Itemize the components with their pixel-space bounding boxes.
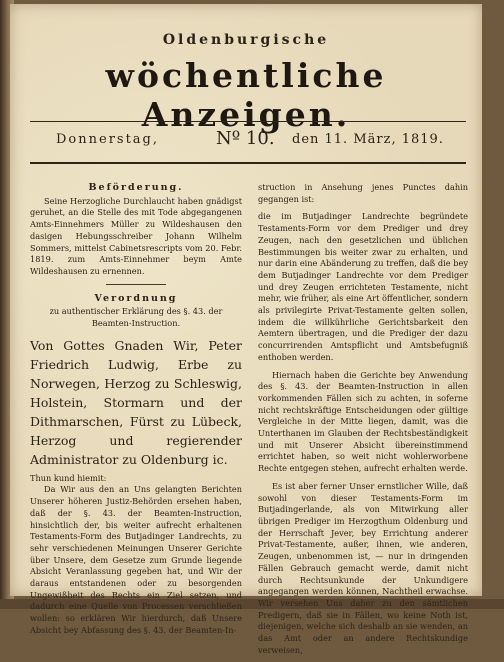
ordinance-preamble: Von Gottes Gnaden Wir, Peter Friedrich Ludwig, Erbe zu Norwegen, Herzog zu Schleswig, Holstein, Stormarn und der Dithmarschen, Fürst zu Lübeck, Herzog und regierender Administrator zu Oldenburg ic. bbox=[30, 337, 242, 467]
ordinance-subheading: zu authentischer Erklärung des §. 43. der bbox=[49, 306, 223, 317]
paper-title: Oldenburgische bbox=[162, 32, 330, 48]
right-paragraph-3: Hiernach haben die Gerichte bey Anwendung des §. 43. der Beamten-Instruction in allen vorkommenden Fällen sich zu achten, in soferne nicht rechtskräftige Entscheidungen oder gültige Vergleiche in der Mitte liegen, damit, was die Unterthanen im Glauben der Rechtsbeständigkeit und mit Unserer Absicht übereinstimmend errichtet haben, so weit nicht wohlerworbene Rechte entgegen stehen, aufrecht erhalten werde. bbox=[258, 369, 468, 474]
ordinance-announcement: Thun kund hiemit: bbox=[30, 472, 107, 483]
ordinance-paragraph: Da Wir aus den an Uns gelangten Berichten Unserer höheren Justiz-Behörden ersehen haben, daß der §. 43. der Beamten-Instruction, hinsichtlich der, bis weiter aufrecht erhaltenen Testaments-Form des Butjadinger Landrechts, zu sehr verschiedenen Meinungen Unserer Gerichte über Unsere, dem Gesetze zum Grunde liegende Absicht Veranlassung gegeben hat, und Wir der daraus entstandenen oder zu besorgenden Ungewißheit des Rechts ein Ziel setzen, und dadurch eine Quelle von Processen verschließen wollen: so erklären Wir hierdurch, daß Unsere Absicht bey Abfassung des §. 43. der Beamten-In- bbox=[30, 484, 242, 635]
header-rule-top bbox=[30, 121, 466, 122]
section-divider bbox=[106, 284, 166, 285]
section-heading-promotion: Beförderung. bbox=[88, 182, 184, 193]
header-rule-bottom bbox=[30, 162, 466, 164]
paper-name: wöchentliche Anzeigen. bbox=[105, 56, 387, 134]
ordinance-subheading-2: Beamten-Instruction. bbox=[91, 318, 181, 329]
right-paragraph-4: Es ist aber ferner Unser ernstlicher Wille, daß sowohl von dieser Testaments-Form im Butjadingerlande, als von Mitwirkung aller übrigen Prediger im Herzogthum Oldenburg und der Herrschaft Jever, bey Errichtung anderer Privat-Testamente, außer, ihnen, wie anderen, Zeugen, unbenommen ist, — nur in dringenden Fällen Gebrauch gemacht werde, damit nicht durch Rechtsunkunde der Unkundigere angegangen werden können, Nachtheil erwachse. Wir versehen Uns daher zu den sämtlichen Predigern, daß sie in Fällen, wo keine Noth ist, diejenigen, welche sich deshalb an sie wenden, an das Amt oder an andere Rechtskundige verweisen, bbox=[258, 480, 468, 655]
right-paragraph-2: die im Butjadinger Landrechte begründete Testaments-Form vor dem Prediger und drey Zeugen, nach den gesetzlichen und üblichen Bestimmungen bis weiter zwar zu erhalten, und nur darin eine Abänderung zu treffen, daß die bey dem Butjadinger Landrechte vor dem Prediger und drey Zeugen errichteten Testamente, nicht mehr, wie früher, als eine Art öffentlicher, sondern als privilegirte Privat-Testamente gelten sollen, indem die willkührliche Gerichtsbarkeit den Aemtern übertragen, und die Prediger der dazu concurrirenden Amtspflicht und Amtsbefugniß enthoben werden. bbox=[258, 211, 468, 362]
issue-day: Donnerstag, bbox=[56, 132, 160, 147]
promotion-paragraph: Seine Herzogliche Durchlaucht haben gnädigst geruhet, an die Stelle des mit Tode abgegangenen Amts-Einnehmers Müller zu Wildeshausen den dasigen Hebungsschreiber Johann Wilhelm Sommers, mittelst Cabinetsrescripts vom 20. Febr. 1819. zum Amts-Einnehmer beym Amte Wildeshausen zu ernennen. bbox=[30, 195, 242, 276]
right-paragraph-1: struction in Ansehung jenes Punctes dahin gegangen ist: bbox=[258, 182, 468, 204]
section-heading-ordinance: Verordnung bbox=[94, 292, 178, 304]
right-column bbox=[258, 182, 468, 662]
issue-number: Nº 10. bbox=[216, 128, 275, 149]
newspaper-page bbox=[10, 4, 482, 655]
left-column bbox=[30, 182, 242, 643]
issue-date: den 11. März, 1819. bbox=[292, 132, 444, 147]
